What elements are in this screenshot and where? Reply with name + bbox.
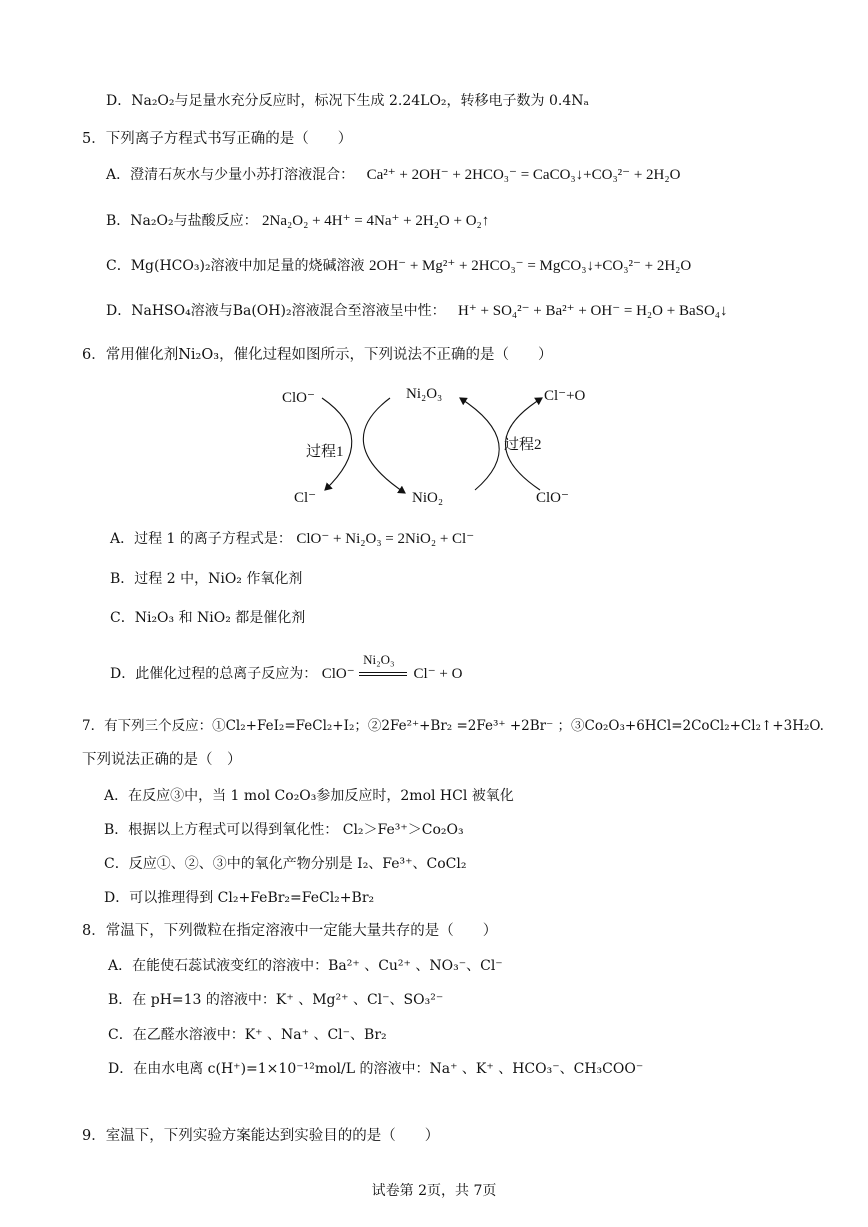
q6-option-c: C．Ni₂O₃ 和 NiO₂ 都是催化剂 (110, 610, 306, 626)
q5-option-c (106, 257, 691, 275)
diagram-nio2: NiO₂ (412, 490, 444, 506)
diagram-clo-bottom: ClO⁻ (536, 490, 569, 506)
q6-option-a (110, 530, 474, 548)
page-footer: 试卷第 2页，共 7页 (371, 1183, 497, 1199)
q5-option-c-text: C．Mg(HCO₃)₂溶液中加足量的烧碱溶液 (106, 258, 365, 274)
q8-option-d: D．在由水电离 c(H⁺)=1×10⁻¹²mol/L 的溶液中：Na⁺ 、K⁺ 、HCO₃⁻、CH₃COO⁻ (108, 1061, 644, 1077)
q5-option-a-text: A．澄清石灰水与少量小苏打溶液混合： (106, 167, 355, 183)
q5-option-b (106, 212, 489, 230)
diagram-cl-bottom: Cl⁻ (294, 490, 317, 506)
q6-option-d (110, 652, 463, 683)
q7-option-a: A．在反应③中，当 1 mol Co₂O₃参加反应时，2mol HCl 被氧化 (104, 788, 514, 804)
q5-option-d-equation: H⁺ + SO₄²⁻ + Ba²⁺ + OH⁻ = H₂O + BaSO₄↓ (458, 303, 728, 319)
q5-option-a (106, 166, 680, 184)
diagram-process2: 过程2 (504, 437, 542, 453)
process1-arrow-right (363, 398, 405, 493)
q8-option-c: C．在乙醛水溶液中：K⁺ 、Na⁺ 、Cl⁻、Br₂ (108, 1027, 387, 1043)
q6-option-d-catalyst-arrow (359, 652, 409, 679)
q8-option-a: A．在能使石蕊试液变红的溶液中：Ba²⁺ 、Cu²⁺ 、NO₃⁻、Cl⁻ (108, 958, 503, 974)
q5-option-a-equation: Ca²⁺ + 2OH⁻ + 2HCO₃⁻ = CaCO₃↓+CO₃²⁻ + 2H₂O (366, 167, 681, 183)
diagram-ni2o3: Ni₂O₃ (406, 386, 443, 402)
q4-option-d: D．Na₂O₂与足量水充分反应时，标况下生成 2.24LO₂，转移电子数为 0.4Nₐ (106, 93, 589, 109)
double-line-icon (359, 672, 407, 676)
q9-stem: 9．室温下，下列实验方案能达到实验目的的是（ ） (82, 1128, 440, 1144)
diagram-cl-o: Cl⁻+O (544, 388, 586, 404)
q7-option-c: C．反应①、②、③中的氧化产物分别是 I₂、Fe³⁺、CoCl₂ (104, 856, 467, 872)
q6-option-a-equation: ClO⁻ + Ni₂O₃ = 2NiO₂ + Cl⁻ (296, 531, 475, 547)
q7-option-b: B．根据以上方程式可以得到氧化性： Cl₂＞Fe³⁺＞Co₂O₃ (104, 822, 464, 838)
q5-stem: 5．下列离子方程式书写正确的是（ ） (82, 131, 353, 147)
diagram-clo-top: ClO⁻ (282, 390, 315, 406)
q5-option-d (106, 302, 728, 320)
q6-option-b: B．过程 2 中，NiO₂ 作氧化剂 (110, 571, 303, 587)
q7-stem-line1: 7．有下列三个反应：①Cl₂+FeI₂=FeCl₂+I₂；②2Fe²⁺+Br₂ =2Fe³⁺ +2Br⁻ ；③Co₂O₃+6HCl=2CoCl₂+Cl₂↑+3H₂O. (82, 718, 824, 734)
q6-option-d-text: D．此催化过程的总离子反应为： (110, 666, 318, 682)
q6-option-d-left: ClO⁻ (321, 666, 355, 682)
q8-stem: 8．常温下，下列微粒在指定溶液中一定能大量共存的是（ ） (82, 923, 498, 939)
q5-option-b-equation: 2Na₂O₂ + 4H⁺ = 4Na⁺ + 2H₂O + O₂↑ (262, 213, 490, 229)
diagram-process1: 过程1 (306, 444, 344, 460)
q6-stem: 6．常用催化剂Ni₂O₃，催化过程如图所示，下列说法不正确的是（ ） (82, 347, 553, 363)
process2-arrow-left (460, 398, 499, 490)
q7-stem-line2: 下列说法正确的是（ ） (82, 752, 242, 768)
q5-option-d-text: D．NaHSO₄溶液与Ba(OH)₂溶液混合至溶液呈中性： (106, 303, 446, 319)
q7-option-d: D．可以推理得到 Cl₂+FeBr₂=FeCl₂+Br₂ (104, 890, 375, 906)
q6-option-d-catalyst: Ni₂O₃ (363, 652, 395, 667)
q5-option-b-text: B．Na₂O₂与盐酸反应： (106, 213, 258, 229)
q8-option-b: B．在 pH=13 的溶液中：K⁺ 、Mg²⁺ 、Cl⁻、SO₃²⁻ (108, 992, 444, 1008)
q5-option-c-equation: 2OH⁻ + Mg²⁺ + 2HCO₃⁻ = MgCO₃↓+CO₃²⁻ + 2H₂O (369, 258, 692, 274)
q6-option-d-right: Cl⁻ + O (413, 666, 463, 682)
catalysis-cycle-diagram (270, 378, 610, 513)
q6-option-a-text: A．过程 1 的离子方程式是： (110, 531, 292, 547)
